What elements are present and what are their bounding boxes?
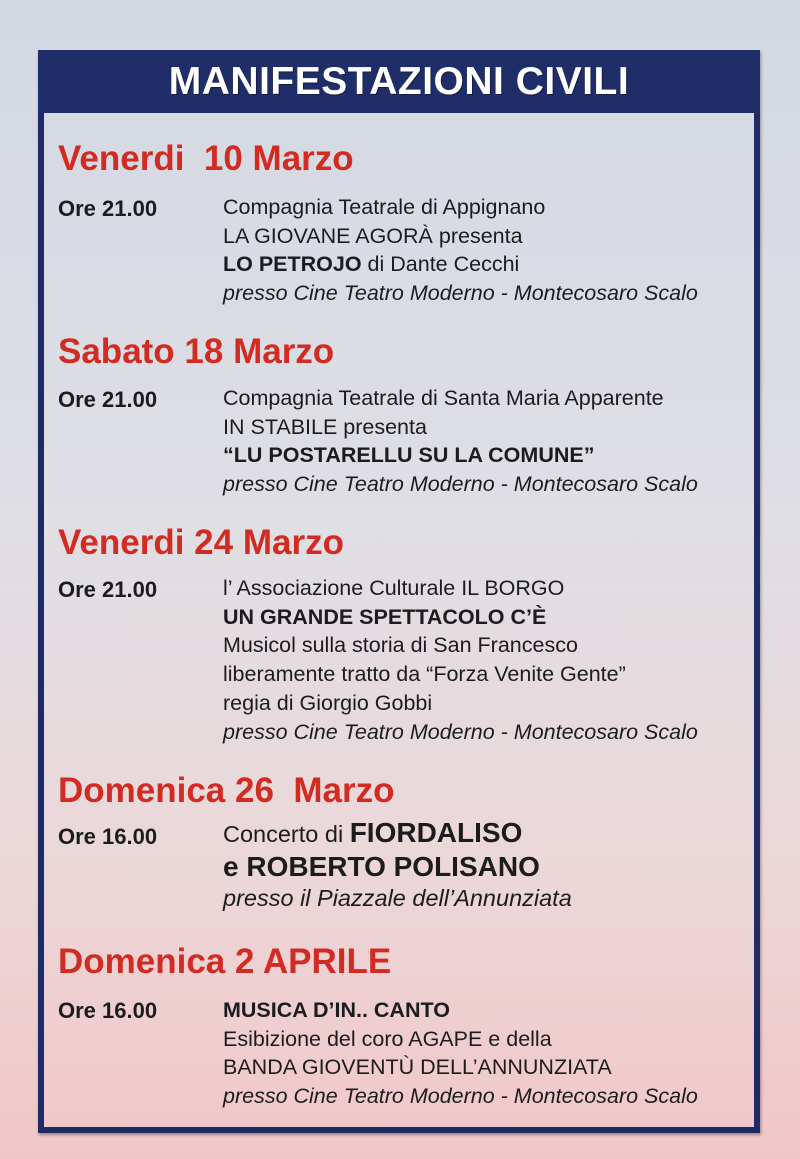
event-2-company: Compagnia Teatrale di Santa Maria Apparente <box>223 386 664 410</box>
event-5-time: Ore 16.00 <box>58 998 158 1023</box>
event-1-show <box>223 250 698 279</box>
event-3-director: regia di Giorgio Gobbi <box>223 690 433 715</box>
event-4-details <box>223 816 572 913</box>
event-3-source: liberamente tratto da “Forza Venite Gente” <box>223 662 626 687</box>
event-3-show-title: UN GRANDE SPETTACOLO C’È <box>223 604 547 629</box>
event-4-artist-1: FIORDALISO <box>349 817 523 848</box>
event-4-venue: presso il Piazzale dell’Annunziata <box>223 885 572 911</box>
event-5-description: Esibizione del coro AGAPE e della <box>223 1026 552 1051</box>
event-4-concert <box>223 816 572 850</box>
event-4-artist-2: e ROBERTO POLISANO <box>223 851 540 882</box>
event-4-concert-prefix: Concerto di <box>223 821 350 847</box>
event-5-show-title: MUSICA D’IN.. CANTO <box>223 998 450 1022</box>
event-3-venue: presso Cine Teatro Moderno - Montecosaro Scalo <box>223 719 698 744</box>
title-bar <box>38 50 760 113</box>
event-3-time: Ore 21.00 <box>58 577 158 602</box>
event-4-date: Domenica 26 Marzo <box>58 771 395 810</box>
event-3-description: Musicol sulla storia di San Francesco <box>223 633 578 658</box>
event-1-time: Ore 21.00 <box>58 196 158 221</box>
event-5-band: BANDA GIOVENTÙ DELL’ANNUNZIATA <box>223 1055 612 1080</box>
event-2-venue: presso Cine Teatro Moderno - Montecosaro Scalo <box>223 472 698 497</box>
poster-title: MANIFESTAZIONI CIVILI <box>168 59 630 103</box>
event-1-show-author: di Dante Cecchi <box>361 252 520 277</box>
event-5-venue: presso Cine Teatro Moderno - Montecosaro Scalo <box>223 1084 698 1109</box>
event-5-details <box>223 996 698 1111</box>
event-1-company: Compagnia Teatrale di Appignano <box>223 195 546 219</box>
event-2-show-title: “LU POSTARELLU SU LA COMUNE” <box>223 443 595 468</box>
event-3-date: Venerdi 24 Marzo <box>58 523 344 562</box>
event-2-presenter: IN STABILE presenta <box>223 414 427 439</box>
event-4-time: Ore 16.00 <box>58 824 158 849</box>
event-1-details <box>223 193 698 308</box>
event-2-details <box>223 384 698 499</box>
event-1-date: Venerdi 10 Marzo <box>58 139 354 178</box>
event-2-time: Ore 21.00 <box>58 387 158 412</box>
event-1-show-title: LO PETROJO <box>223 252 362 277</box>
event-3-details <box>223 574 698 746</box>
event-3-organizer: l’ Associazione Culturale IL BORGO <box>223 576 565 600</box>
event-1-venue: presso Cine Teatro Moderno - Montecosaro Scalo <box>223 281 698 306</box>
event-1-presenter: LA GIOVANE AGORÀ presenta <box>223 223 523 248</box>
event-5-date: Domenica 2 APRILE <box>58 942 392 981</box>
event-2-date: Sabato 18 Marzo <box>58 332 335 371</box>
